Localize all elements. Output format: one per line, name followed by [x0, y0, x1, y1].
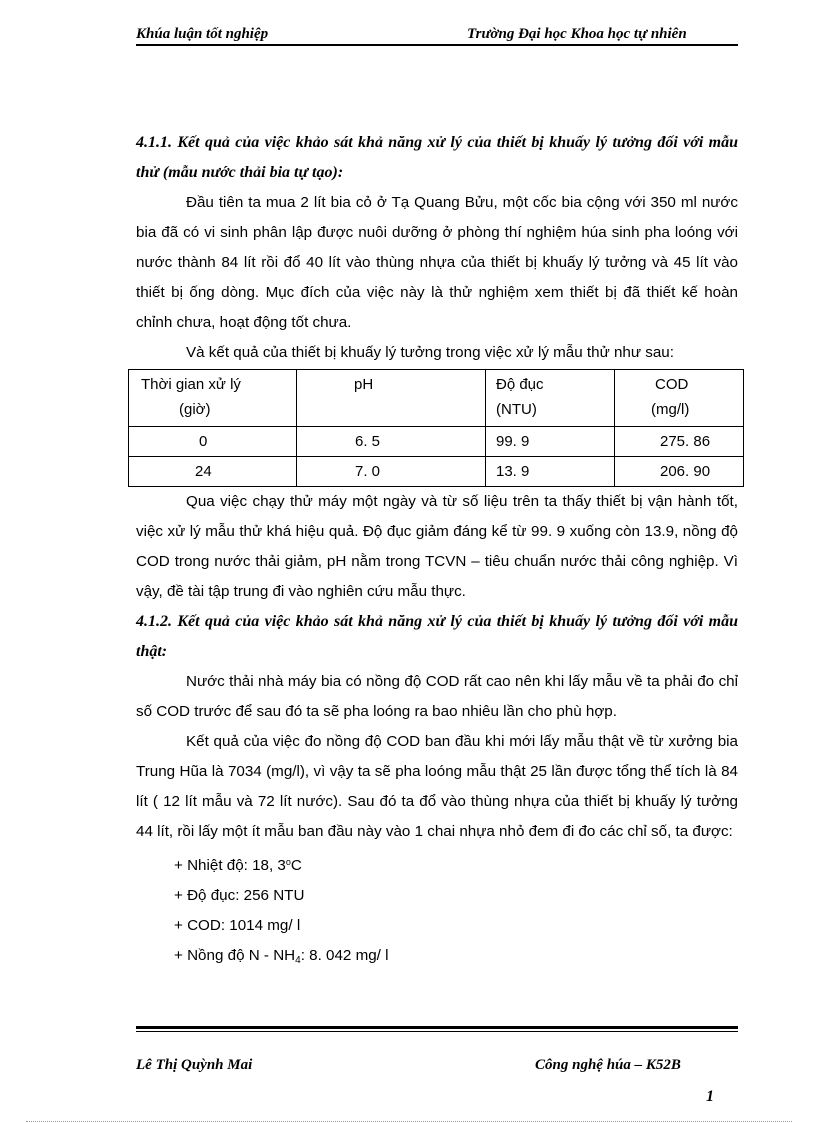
footer-department: Công nghệ húa – K52B — [535, 1057, 681, 1073]
table-header-cell — [297, 370, 486, 427]
header-left: Khúa luận tốt nghiệp — [136, 26, 269, 42]
page-edge-dotted-line — [26, 1121, 792, 1122]
header-line: (giờ) — [179, 401, 211, 418]
header-line: Thời gian xử lý — [141, 376, 241, 393]
paragraph: Qua việc chạy thử máy một ngày và từ số liệu trên ta thấy thiết bị vận hành tốt, việc xử lý mẫu thử khá hiệu quả. Độ đục giảm đáng kể từ 99. 9 xuống còn 13.9, nồng độ COD trong nước thải giảm, pH nằm trong TCVN – tiêu chuẩn nước thải công nghiệp. Vì vậy, đề tài tập trung đi vào nghiên cứu mẫu thực. — [136, 493, 738, 600]
item-text: + Nhiệt độ: 18, 3 — [174, 857, 286, 874]
table-cell: 6. 5 — [297, 427, 486, 457]
item-text: : 8. 042 mg/ l — [300, 947, 389, 964]
table-header-cell — [615, 370, 744, 427]
section-heading-4-1-1: 4.1.1. Kết quả của việc khảo sát khả năng xử lý của thiết bị khuấy lý tưởng đối với mẫu thử (mẫu nước thải bia tự tạo): — [136, 134, 738, 181]
header-line: pH — [354, 376, 374, 393]
list-item-temperature — [174, 847, 738, 881]
header-right: Trường Đại học Khoa học tự nhiên — [467, 26, 687, 42]
paragraph: Nước thải nhà máy bia có nồng độ COD rất cao nên khi lấy mẫu về ta phải đo chỉ số COD trước để sau đó ta sẽ pha loóng ra bao nhiêu lần cho phù hợp. — [136, 673, 738, 720]
item-unit: C — [290, 857, 302, 874]
table-cell: 24 — [129, 457, 297, 487]
table-cell: 99. 9 — [486, 427, 615, 457]
table-cell: 13. 9 — [486, 457, 615, 487]
table-header-cell — [486, 370, 615, 427]
table-cell: 206. 90 — [615, 457, 744, 487]
table-cell: 7. 0 — [297, 457, 486, 487]
table-row — [129, 427, 744, 457]
paragraph: Kết quả của việc đo nồng độ COD ban đầu khi mới lấy mẫu thật về từ xưởng bia Trung Hũa là 7034 (mg/l), vì vậy ta sẽ pha loóng mẫu thật 25 lần được tổng thể tích là 84 lít ( 12 lít mẫu và 72 lít nước). Sau đó ta đổ vào thùng nhựa của thiết bị khuấy lý tưởng 44 lít, rồi lấy một ít mẫu ban đầu này vào 1 chai nhựa nhỏ đem đi đo các chỉ số, ta được: — [136, 733, 738, 840]
degree-sup: o — [285, 857, 291, 867]
table-row — [129, 457, 744, 487]
list-item-cod: + COD: 1014 mg/ l — [174, 917, 301, 934]
list-item-turbidity: + Độ đục: 256 NTU — [174, 887, 305, 904]
header-line: COD — [655, 376, 689, 393]
section-heading-4-1-2: 4.1.2. Kết quả của việc khảo sát khả năng xử lý của thiết bị khuấy lý tưởng đối với mẫu thật: — [136, 613, 738, 660]
paragraph: Và kết quả của thiết bị khuấy lý tưởng trong việc xử lý mẫu thử như sau: — [186, 344, 674, 361]
table-cell: 275. 86 — [615, 427, 744, 457]
header-line: (mg/l) — [651, 401, 690, 418]
paragraph: Đầu tiên ta mua 2 lít bia cỏ ở Tạ Quang Bửu, một cốc bia cộng với 350 ml nước bia đã có vi sinh phân lập được nuôi dưỡng ở phòng thí nghiệm húa sinh pha loóng với nước thành 84 lít rồi đổ 40 lít vào thùng nhựa của thiết bị khuấy lý tưởng và 45 lít vào thiết bị ống dòng. Mục đích của việc này là thử nghiệm xem thiết bị đã thiết kế hoàn chỉnh chưa, hoạt động tốt chưa. — [136, 194, 738, 331]
table-header-row — [129, 370, 744, 427]
header-divider — [136, 44, 738, 46]
page-number: 1 — [706, 1088, 714, 1105]
table-cell: 0 — [129, 427, 297, 457]
header-line: (NTU) — [496, 401, 537, 418]
results-table — [128, 369, 744, 487]
subscript: 4 — [295, 955, 301, 966]
header-line: Độ đục — [496, 376, 544, 393]
item-text: + Nồng độ N - NH — [174, 947, 296, 964]
footer-divider — [136, 1026, 738, 1029]
list-item-nitrogen — [174, 941, 738, 976]
table-header-cell — [129, 370, 297, 427]
page-content — [136, 128, 738, 976]
footer-divider-thin — [136, 1031, 738, 1032]
footer-author: Lê Thị Quỳnh Mai — [136, 1057, 253, 1073]
